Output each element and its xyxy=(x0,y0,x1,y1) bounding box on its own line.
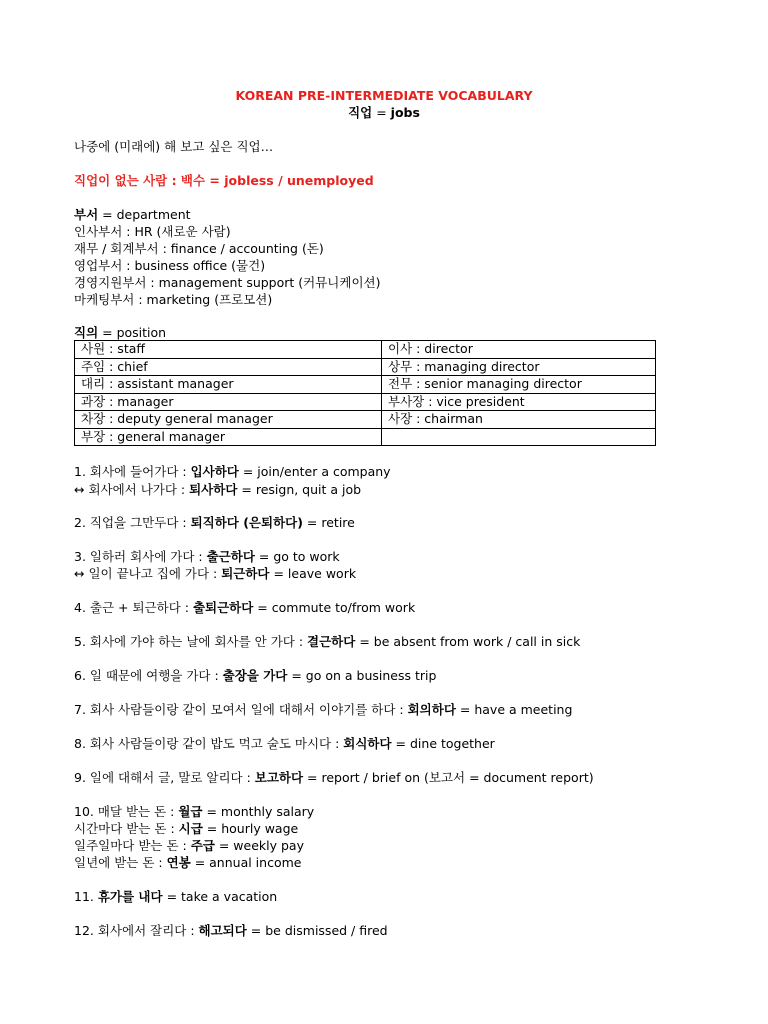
vocab-term: 주급 xyxy=(190,838,215,853)
vocab-term: 입사하다 xyxy=(190,464,239,479)
vocab-line xyxy=(74,889,277,905)
vocab-meaning: = dine together xyxy=(391,736,495,751)
department-item: 영업부서 : business office (물건) xyxy=(74,258,266,273)
table-cell: 부장 : general manager xyxy=(75,428,382,446)
vocab-meaning: = leave work xyxy=(269,566,357,581)
table-row xyxy=(75,358,656,376)
vocab-meaning: = be dismissed / fired xyxy=(246,923,388,938)
page-subtitle xyxy=(0,105,768,121)
vocab-line xyxy=(74,855,301,871)
table-row xyxy=(75,411,656,429)
table-cell xyxy=(382,428,656,446)
table-row xyxy=(75,376,656,394)
vocab-meaning: = annual income xyxy=(190,855,302,870)
table-row xyxy=(75,428,656,446)
vocab-term: 퇴사하다 xyxy=(189,482,238,497)
vocab-line xyxy=(74,566,356,582)
vocab-meaning: = go on a business trip xyxy=(287,668,437,683)
vocab-line xyxy=(74,821,298,837)
vocab-line xyxy=(74,464,391,480)
table-cell: 과장 : manager xyxy=(75,393,382,411)
vocab-term: 결근하다 xyxy=(307,634,356,649)
vocab-context: 일년에 받는 돈 : xyxy=(74,855,167,870)
page-title: KOREAN PRE-INTERMEDIATE VOCABULARY xyxy=(235,88,533,103)
table-cell: 이사 : director xyxy=(382,341,656,359)
vocab-context: 11. xyxy=(74,889,98,904)
table-cell: 사장 : chairman xyxy=(382,411,656,429)
vocab-meaning: = monthly salary xyxy=(202,804,315,819)
vocab-context: 4. 출근 + 퇴근하다 : xyxy=(74,600,193,615)
position-heading-ko: 직의 xyxy=(74,325,99,340)
table-cell: 부사장 : vice president xyxy=(382,393,656,411)
vocab-term: 휴가를 내다 xyxy=(97,889,163,904)
table-row xyxy=(75,341,656,359)
vocab-meaning: = join/enter a company xyxy=(238,464,391,479)
vocab-meaning: = report / brief on (보고서 = document report) xyxy=(303,770,594,785)
department-heading xyxy=(74,207,191,223)
vocab-meaning: = take a vacation xyxy=(162,889,278,904)
vocab-context: 8. 회사 사람들이랑 같이 밥도 먹고 술도 마시다 : xyxy=(74,736,344,751)
vocab-meaning: = resign, quit a job xyxy=(237,482,362,497)
vocab-line xyxy=(74,804,314,820)
intro-line: 나중에 (미래에) 해 보고 싶은 직업… xyxy=(74,139,274,154)
vocab-context: 9. 일에 대해서 글, 말로 알리다 : xyxy=(74,770,255,785)
vocab-meaning: = be absent from work / call in sick xyxy=(355,634,581,649)
vocab-meaning: = retire xyxy=(302,515,355,530)
vocab-line xyxy=(74,838,304,854)
vocab-line xyxy=(74,668,436,684)
subtitle-ko: 직업 xyxy=(348,105,373,120)
vocab-context: 3. 일하러 회사에 가다 : xyxy=(74,549,207,564)
vocab-line xyxy=(74,634,580,650)
vocab-term: 출퇴근하다 xyxy=(192,600,254,615)
vocab-meaning: = weekly pay xyxy=(214,838,304,853)
vocab-context: 1. 회사에 들어가다 : xyxy=(74,464,191,479)
vocab-line xyxy=(74,482,361,498)
vocab-meaning: = go to work xyxy=(254,549,340,564)
vocab-context: 일주일마다 받는 돈 : xyxy=(74,838,191,853)
vocab-context: ↔ 일이 끝나고 집에 가다 : xyxy=(74,566,222,581)
vocab-line xyxy=(74,702,572,718)
vocab-context: ↔ 회사에서 나가다 : xyxy=(74,482,190,497)
vocab-line xyxy=(74,770,594,786)
vocab-line xyxy=(74,600,415,616)
vocab-meaning: = hourly wage xyxy=(202,821,299,836)
vocab-meaning: = have a meeting xyxy=(455,702,573,717)
jobless-line: 직업이 없는 사람 : 백수 = jobless / unemployed xyxy=(74,173,374,188)
vocab-term: 회식하다 xyxy=(343,736,392,751)
vocab-context: 시간마다 받는 돈 : xyxy=(74,821,179,836)
department-item: 경영지원부서 : management support (커뮤니케이션) xyxy=(74,275,381,290)
vocab-meaning: = commute to/from work xyxy=(253,600,416,615)
vocab-context: 10. 매달 받는 돈 : xyxy=(74,804,179,819)
vocab-term: 해고되다 xyxy=(198,923,247,938)
table-cell: 사원 : staff xyxy=(75,341,382,359)
vocab-line xyxy=(74,736,495,752)
table-cell: 전무 : senior managing director xyxy=(382,376,656,394)
vocab-term: 출근하다 xyxy=(206,549,255,564)
vocab-term: 보고하다 xyxy=(254,770,304,785)
vocab-term: 시급 xyxy=(178,821,203,836)
vocab-term: 월급 xyxy=(178,804,203,819)
vocab-context: 2. 직업을 그만두다 : xyxy=(74,515,191,530)
vocab-term: 퇴직하다 (은퇴하다) xyxy=(190,515,303,530)
vocab-context: 5. 회사에 가야 하는 날에 회사를 안 가다 : xyxy=(74,634,308,649)
subtitle-en: jobs xyxy=(390,105,420,120)
position-table xyxy=(74,340,656,446)
table-row xyxy=(75,393,656,411)
table-cell: 대리 : assistant manager xyxy=(75,376,382,394)
department-heading-en: = department xyxy=(98,207,191,222)
vocab-context: 6. 일 때문에 여행을 가다 : xyxy=(74,668,223,683)
vocab-context: 7. 회사 사람들이랑 같이 모여서 일에 대해서 이야기를 하다 : xyxy=(74,702,408,717)
vocab-line xyxy=(74,515,355,531)
department-item: 재무 / 회계부서 : finance / accounting (돈) xyxy=(74,241,324,256)
department-heading-ko: 부서 xyxy=(74,207,99,222)
vocab-line xyxy=(74,923,388,939)
table-cell: 차장 : deputy general manager xyxy=(75,411,382,429)
vocab-context: 12. 회사에서 잘리다 : xyxy=(74,923,199,938)
vocab-term: 출장을 가다 xyxy=(222,668,288,683)
vocab-term: 퇴근하다 xyxy=(221,566,270,581)
vocab-line xyxy=(74,549,340,565)
department-item: 마케팅부서 : marketing (프로모션) xyxy=(74,292,273,307)
vocab-term: 연봉 xyxy=(166,855,191,870)
table-cell: 주임 : chief xyxy=(75,358,382,376)
department-item: 인사부서 : HR (새로운 사람) xyxy=(74,224,231,239)
position-heading-en: = position xyxy=(98,325,167,340)
table-cell: 상무 : managing director xyxy=(382,358,656,376)
subtitle-eq: = xyxy=(372,105,391,120)
vocab-term: 회의하다 xyxy=(407,702,456,717)
position-heading xyxy=(74,325,166,341)
